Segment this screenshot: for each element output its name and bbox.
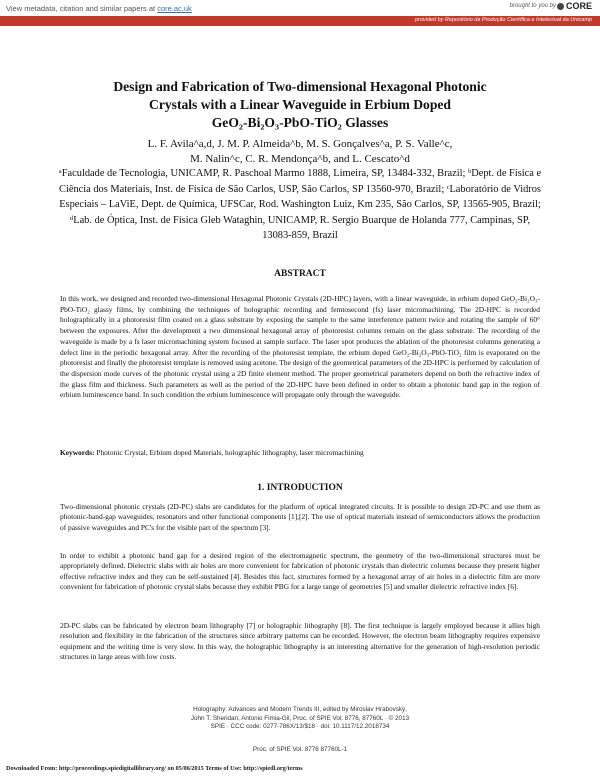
title-line-2: Crystals with a Linear Waveguide in Erbium Doped (149, 97, 451, 112)
abstract-heading: ABSTRACT (274, 269, 326, 279)
provided-by-text: provided by Repositório da Produção Científica e Intelectual da Unicamp (414, 17, 592, 23)
core-link[interactable]: core.ac.uk (157, 4, 192, 13)
affiliations: ᵃFaculdade de Tecnologia, UNICAMP, R. Paschoal Marmo 1888, Limeira, SP, 13484-332, Brazil; ᵇDept. de Física e Ciência dos Materiais, Inst. de Física de São Carlos, USP, São Carlos, SP 13560-970, Brazil; ᶜLaboratório de Vidros Especiais – LaViE, Dept. de Química, UFSCar, Rod. Washington Luiz, Km 235, São Carlos, SP, 13565-905, Brazil; ᵈLab. de Óptica, Inst. de Física Gleb Wataghin, UNICAMP, R. Sergio Buarque de Holanda 777, Campinas, SP, 13083-859, Brazil (58, 168, 542, 241)
author-list (60, 137, 540, 167)
core-logo-text: CORE (565, 1, 592, 11)
core-logo-icon (557, 3, 564, 10)
intro-paragraph-3: 2D-PC slabs can be fabricated by electron beam lithography [7] or holographic lithography [8]. The first technique is largely employed because it allies high resolution and flexibility in the fabrication of the structures since arbitrary patterns can be recorded. However, the electron beam lithography requires expensive equipment and the writing time is very slow. In this way, the holographic lithography is an interesting alternative for the generation of high-resolution periodic structures in large areas with low costs. (60, 621, 540, 662)
abstract-text: In this work, we designed and recorded two-dimensional Hexagonal Photonic Crystals (2D-HPC) layers, with a linear waveguide, in erbium doped GeO₂-Bi₂O₃-PbO-TiO₂ glassy films, by combining the techniques of holographic recording and femtosecond (fs) laser micromachining. The 2D-HPC is recorded holographically in a photoresist film coated on a glass substrate by exposing the sample to the same interference pattern twice and rotating the sample of 60° between the exposures. After the development a two dimensional hexagonal array of photoresist columns remain on the glass substrate. The recording of the waveguide is made by a fs laser micromachining system focused at sample surface. The laser spot produces the ablation of the photoresist columns generating a defect line in the periodic hexagonal array. After the recording of the photoresist template, the erbium doped GeO₂-Bi₂O₃-PbO-TiO₂ film is evaporated on the photoresist and finally the photoresist template is removed using acetone. The design of the geometrical parameters of the 2D-HPC is performed by calculation of the dispersion mode curves of the photonic crystal using a 2D finite element method. The proper geometrical parameters depend on both the refractive index of the glass film and thickness. Such parameters as well as the period of the 2D-HPC have been defined in order to obtain a photonic band gap in the region of erbium luminescence band. In such condition the erbium luminescence will propagate only through the waveguide. (60, 294, 540, 400)
authors-line-2: M. Nalin^c, C. R. Mendonça^b, and L. Cescato^d (190, 153, 410, 165)
authors-line-1: L. F. Avila^a,d, J. M. P. Almeida^b, M. S. Gonçalves^a, P. S. Valle^c, (147, 138, 453, 150)
footer-line-1: Holography: Advances and Modern Trends III, edited by Miroslav Hrabovský, (193, 706, 407, 713)
metadata-text: View metadata, citation and similar papers at (6, 4, 158, 13)
publication-footer (60, 706, 540, 732)
metadata-notice (6, 4, 192, 13)
footer-line-2: John T. Sheridan, Antonio Fimia-Gil, Proc. of SPIE Vol. 8776, 87760L · © 2013 (190, 714, 410, 722)
download-notice: Downloaded From: http://proceedings.spiedigitallibrary.org/ on 05/06/2015 Terms of Use: http://spiedl.org/terms (6, 765, 303, 772)
paper-title (60, 78, 540, 132)
title-line-1: Design and Fabrication of Two-dimensional Hexagonal Photonic (113, 79, 487, 94)
footer-line-3: SPIE · CCC code: 0277-786X/13/$18 · doi: 10.1117/12.2018734 (210, 723, 390, 731)
brought-by-text: brought to you by (509, 3, 556, 9)
core-logo[interactable] (557, 1, 592, 11)
page-reference: Proc. of SPIE Vol. 8776 87760L-1 (252, 746, 348, 753)
keywords-text: Photonic Crystal, Erbium doped Materials, holographic lithography, laser micromachining (94, 448, 364, 457)
provided-by-bar (0, 16, 600, 26)
section-heading-introduction: 1. INTRODUCTION (257, 483, 343, 493)
keywords (60, 448, 540, 457)
intro-paragraph-1: Two-dimensional photonic crystals (2D-PC) slabs are candidates for the platform of optical integrated circuits. It is possible to design 2D-PC and use them as photonic-band-gap waveguides, resonators and other functional components [1],[2]. The use of optical materials instead of semiconductors allows the production of passive waveguides and PC's for the visible part of the spectrum [3]. (60, 502, 540, 532)
keywords-label: Keywords: (60, 448, 95, 457)
intro-paragraph-2: In order to exhibit a photonic band gap for a desired region of the electromagnetic spectrum, the geometry of the two-dimensional structures must be appropriately defined. Dielectric slabs with air holes are more convenient for fabrication of photonic crystals than dielectric columns because they present higher effective refractive index and they can be self-sustained [4]. Besides this fact, structures formed by a hexagonal array of air holes in a dielectric film are more convenient for fabrication of photonic crystal slabs because they exhibit PBG for a large range of geometries [5] and smaller dielectric refractive index [6]. (60, 551, 540, 592)
title-line-3: GeO₂-Bi₂O₃-PbO-TiO₂ Glasses (211, 115, 389, 130)
